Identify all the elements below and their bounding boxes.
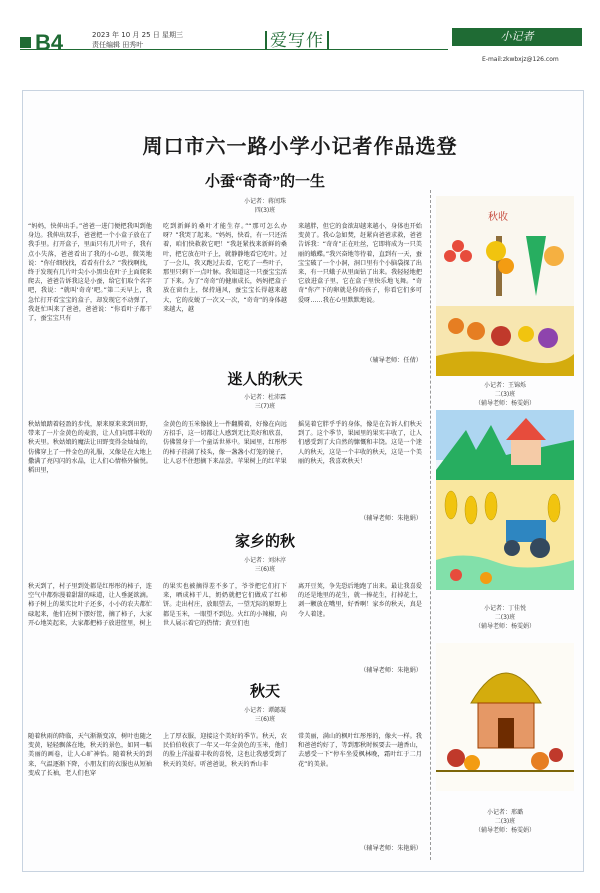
header-rule [20, 49, 448, 50]
author-class: 三(6)班 [254, 566, 276, 573]
teacher-note: （辅导老师：杨雯娟） [474, 623, 535, 630]
drawing-caption [436, 604, 574, 631]
teacher-note: （辅导老师：朱艳娟） [360, 845, 422, 852]
drawing-hut [436, 643, 574, 791]
drawing-label: 秋收 [488, 212, 508, 223]
article-title: 迷人的秋天 [227, 372, 303, 388]
teacher-note: （辅导老师：任倩） [366, 357, 422, 364]
artist-name: 小记者：邢璐 [486, 809, 523, 816]
divider-bar [327, 31, 329, 49]
issue-editor: 责任编辑 田秀叶 [92, 41, 144, 49]
article-column: 随着秋雨的降临，天气渐渐变凉，树叶也随之变黄，轻轻飘落在地，秋天的景色，如同一幅美丽的画卷，让人心旷神怡。随着秋天的到来，气温逐渐下降，小朋友们的衣服也从短袖变成了长袖，老人们也穿 [28, 733, 152, 777]
article-byline [150, 706, 380, 724]
author-name: 小记者：刘沐淳 [243, 557, 286, 564]
article-byline [150, 197, 380, 215]
teacher-note: （辅导老师：杨雯娟） [474, 827, 535, 834]
article-column: 常美丽，满山的枫叶红彤彤的，像火一样。我和爸爸约好了，等到那秋时候要去一趟香山，去感受一下“停车坐爱枫林晚，霜叶红于二月花”的美景。 [298, 733, 422, 768]
article-column: 离开豆荚，争先恐后地跑了出来。最让我喜爱的还是地里的花生，就一捧花生，打掉花土，剥一颗放在嘴里，好香啊！家乡的秋天，真是令人着迷。 [298, 583, 422, 618]
teacher-note: （辅导老师：朱艳娟） [360, 667, 422, 674]
article-byline [150, 393, 380, 411]
page-header [0, 0, 600, 62]
article-column: 秋姑娘踏着轻盈的步伐，原来原来来到田野，带来了一片金黄色的麦浪，让人们向那丰收的秋天里。秋姑娘的魔法让田野变得金灿灿的，仿佛穿上了一件金色的礼服，又像是在大地上撒满了亮闪闪的水晶，让人们心情格外愉悦。稻田里， [28, 421, 152, 475]
brand-banner: 小记者 [452, 28, 582, 46]
author-name: 小记者：谭懿凝 [243, 707, 286, 714]
page-number: B4 [20, 30, 63, 56]
artist-class: 二(3)班 [494, 391, 516, 398]
drawing-harvest [436, 196, 574, 376]
article-column: 的果实也被摘得差不多了，爷爷把它们打下来，晒成柿干儿，奶奶就把它们做成了红柿饼。走出村庄，放眼望去，一望无际的原野上都是玉米，一眼望不到边。火红的小辣椒，向世人展示着它的热情；黄豆们也 [163, 583, 287, 627]
page-marker-icon [20, 37, 31, 48]
author-name: 小记者：蒋闰珠 [243, 198, 286, 205]
artist-name: 小记者：丁佳悦 [483, 605, 526, 612]
article-column: 摇晃着它胖乎乎的身体，像是在告诉人们秋天到了。这个季节，果园里的果实丰收了，让人们感受到了大自然的慷慨和丰饶。这是一个迷人的秋天，这是一个丰收的秋天，这是一个美丽的秋天，我喜欢秋天！ [298, 421, 422, 465]
artist-class: 二(3)班 [494, 614, 516, 621]
article-column: 上了厚衣服，迎接这个美好的季节。秋天，农民伯伯收获了一年又一年金黄色的玉米，他们的脸上洋溢着丰收的喜悦，这也让我感受到了秋天的美好。听爸爸说，秋天的香山非 [163, 733, 287, 768]
email-address: E-mail:zkwbxjz@126.com [482, 56, 559, 63]
article-title: 家乡的秋 [234, 534, 295, 550]
artist-class: 二(3)班 [494, 818, 516, 825]
teacher-note: （辅导老师：朱艳娟） [360, 515, 422, 522]
divider-bar [265, 31, 267, 49]
issue-info [92, 30, 183, 50]
artist-name: 小记者：王锦烁 [483, 382, 526, 389]
article-title: 秋天 [249, 684, 280, 700]
article-column: 来越胖，但它的食欲却越来越小，身体也开始变黄了。我心急如焚，赶紧向爸爸求救，爸爸告诉我：“奇奇”正在吐丝，它即将成为一只美丽的蛾蝶。”我兴奋地等待着，直到有一天，蚕宝宝破了一个小洞，洞口里有个小脑袋探了出来，有一只蛾子从里面钻了出来。我轻轻地把它放进盒子里，它在盒子里快乐地飞舞。“奇奇”你产下的卵就是你的孩子，你看它们多可爱呀……我在心里默默地说。 [298, 223, 422, 304]
page-title: 周口市六一路小学小记者作品选登 [142, 136, 458, 158]
drawing-farm [436, 410, 574, 590]
article-column: 秋天到了，村子里到处都是红彤彤的柿子，连空气中都弥漫着甜甜的味道，让人垂涎欲滴。柿子树上的果实比叶子还多，小小的农夫都忙碌起来，他们在树下摆好筐，摘了柿子，大家开心地笑起来，大家都把柿子放进筐里，树上 [28, 583, 152, 627]
article-byline [150, 556, 380, 574]
author-name: 小记者：杜沛霖 [243, 394, 286, 401]
issue-date: 2023 年 10 月 25 日 星期三 [92, 31, 183, 39]
article-title: 小蚕“奇奇”的一生 [204, 174, 325, 190]
author-class: 四(3)班 [254, 207, 276, 214]
article-column: 吃到新鲜的桑叶才能生存。”“那可怎么办呀？”我哭了起来。“妈妈，快看，有一只还活着，咱们快救救它吧！”我赶紧找来新鲜的桑叶，把它放在叶子上，就静静地看它吃叶。过了一会儿，我又跑过去看，它吃了一些叶子，那里只剩下一点叶脉。我知道这一只蚕宝宝活了下来。为了“奇奇”的健康成长，妈妈把盒子放在窗台上，保持通风，蚕宝宝长得越来越大，它的皮蜕了一次又一次，“奇奇”的身体越来越大，越 [163, 223, 287, 313]
author-class: 三(6)班 [254, 716, 276, 723]
article-column: “妈妈，快伸出手。”爸爸一进门便把我叫到他身边。我伸出双手，爸爸把一个小盒子放在了我手里。打开盒子，里面只有几片叶子，我有点小失落，爸爸看出了我的小心思，微笑地说：“你仔细找找，看看有什么？”我找啊找，终于发现有几片叶尖小小黑虫在叶子上面爬来爬去，爸爸告诉我这是小蚕，给它们取个名字吧，我说：“就叫‘奇奇’吧。”第二天早上，我急忙打开看宝宝的盒子，却发现它不动弹了，我赶忙叫来了爸爸，爸爸说：“你看叶子都干了，蚕宝宝只有 [28, 223, 152, 323]
drawing-caption [436, 808, 574, 835]
teacher-note: （辅导老师：杨雯娟） [474, 400, 535, 407]
column-name: 爱写作 [262, 26, 332, 51]
author-class: 三(7)班 [254, 403, 276, 410]
article-column: 金黄色的玉米像披上一件翻腾着，好像在向远方招手，这一切都让人感到无比美好和欣喜，仿佛置身于一个童话世界中。果园里，红彤彤的柿子挂满了枝头，像一盏盏小灯笼的镜子，让人忍不住想摘下来品尝。苹果树上的红苹果 [163, 421, 287, 465]
drawing-caption [436, 381, 574, 408]
